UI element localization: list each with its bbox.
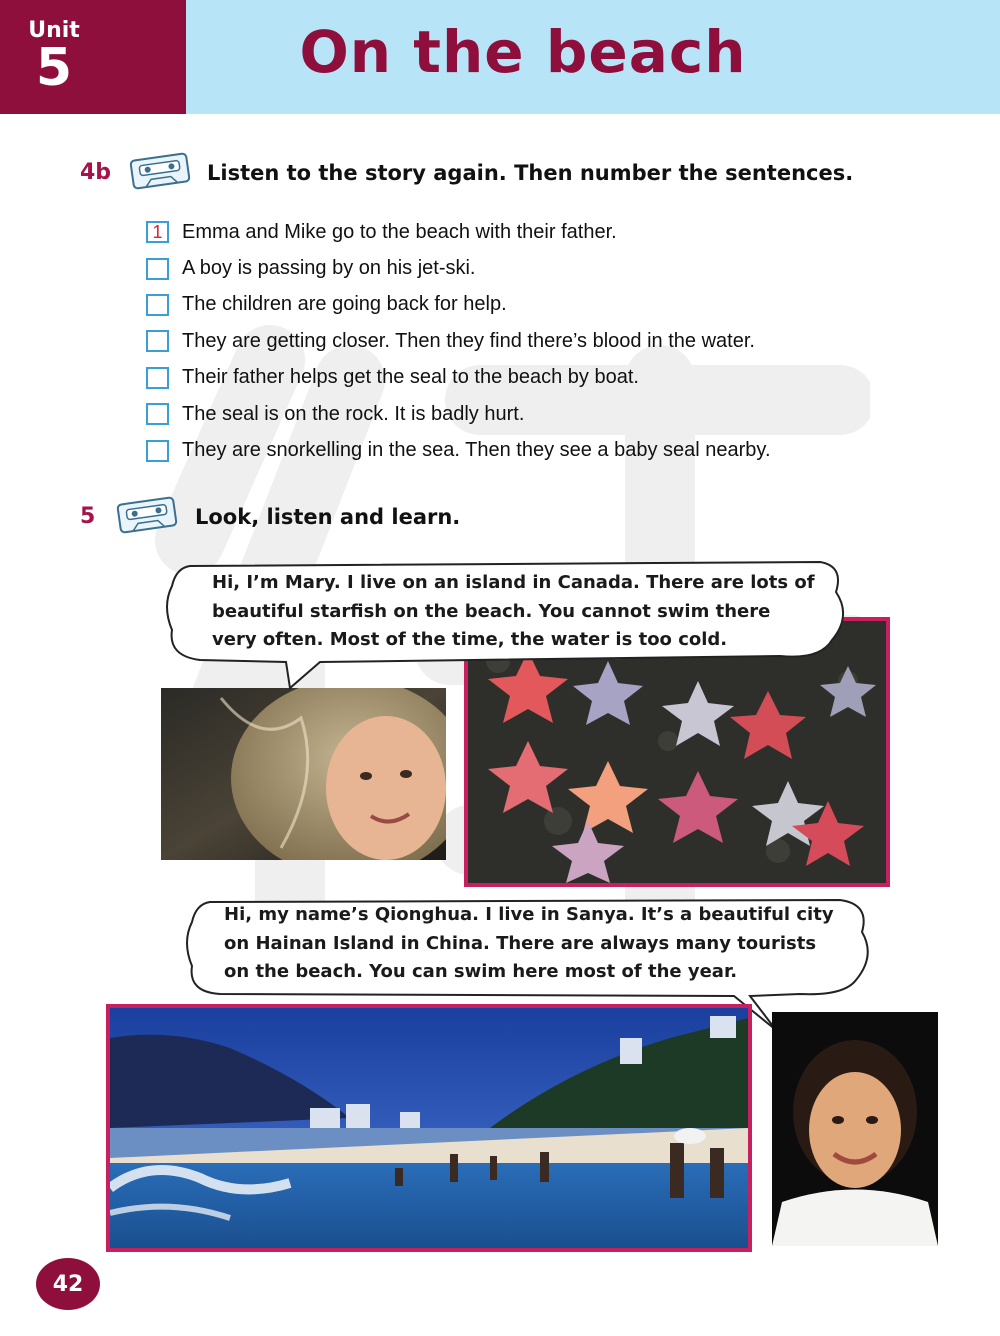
cassette-tape-icon — [115, 494, 179, 536]
page-title: On the beach — [299, 18, 747, 86]
unit-label: Unit — [28, 18, 80, 43]
section-4b-number: 4b — [80, 160, 112, 185]
section-5-instruction: Look, listen and learn. — [195, 505, 461, 529]
list-item — [146, 360, 986, 396]
list-item — [146, 214, 986, 250]
title-band — [186, 0, 1000, 114]
sentence-text: They are getting closer. Then they find there’s blood in the water. — [182, 329, 755, 352]
sentence-text: Their father helps get the seal to the beach by boat. — [182, 366, 639, 389]
list-item — [146, 287, 986, 323]
section-4b-instruction: Listen to the story again. Then number the sentences. — [207, 161, 854, 185]
mary-speech-line: beautiful starfish on the beach. You cannot swim there — [212, 600, 771, 622]
answer-box[interactable] — [146, 367, 169, 389]
sentence-text: A boy is passing by on his jet-ski. — [182, 257, 476, 280]
sentence-text: They are snorkelling in the sea. Then they see a baby seal nearby. — [182, 439, 771, 462]
mary-speech-line: Hi, I’m Mary. I live on an island in Canada. There are lots of — [212, 572, 815, 593]
qionghua-speech-line: on Hainan Island in China. There are always many tourists — [224, 932, 817, 954]
answer-box[interactable] — [146, 403, 169, 425]
sentence-text: The children are going back for help. — [182, 293, 507, 316]
list-item — [146, 323, 986, 359]
page-number: 42 — [36, 1258, 100, 1310]
section-5-number: 5 — [80, 504, 96, 529]
mary-photo — [161, 688, 446, 860]
qionghua-photo — [772, 1012, 938, 1246]
qionghua-speech-line: Hi, my name’s Qionghua. I live in Sanya. It’s a beautiful city — [224, 904, 834, 925]
answer-box[interactable] — [146, 294, 169, 316]
answer-box[interactable]: 1 — [146, 221, 169, 243]
sentence-list — [146, 214, 986, 469]
mary-speech-line: very often. Most of the time, the water is too cold. — [212, 629, 728, 650]
unit-badge — [0, 0, 186, 114]
answer-box[interactable] — [146, 330, 169, 352]
list-item — [146, 432, 986, 468]
list-item — [146, 250, 986, 286]
answer-box[interactable] — [146, 258, 169, 280]
answer-box[interactable] — [146, 440, 169, 462]
mary-speech — [212, 569, 815, 655]
qionghua-speech — [224, 901, 834, 987]
unit-number: 5 — [35, 38, 73, 98]
list-item — [146, 396, 986, 432]
cassette-tape-icon — [128, 150, 192, 192]
sanya-beach-photo — [106, 1004, 752, 1252]
sentence-text: Emma and Mike go to the beach with their father. — [182, 220, 617, 243]
sentence-text: The seal is on the rock. It is badly hurt. — [182, 402, 525, 425]
qionghua-speech-line: on the beach. You can swim here most of the year. — [224, 961, 738, 982]
